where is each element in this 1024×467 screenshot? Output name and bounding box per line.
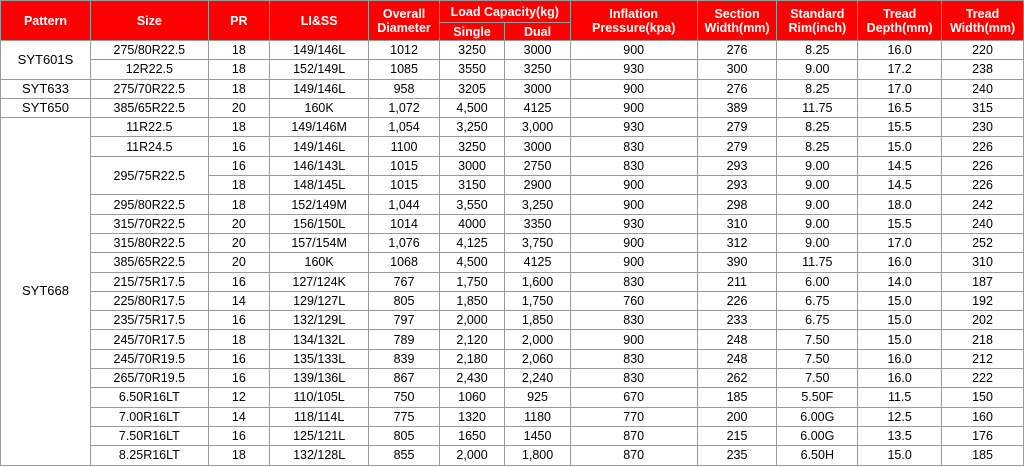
cell-pr: 16: [208, 426, 269, 445]
cell-single: 2,180: [439, 349, 504, 368]
cell-od: 867: [369, 369, 440, 388]
cell-li: 127/124K: [270, 272, 369, 291]
cell-od: 797: [369, 311, 440, 330]
cell-od: 1068: [369, 253, 440, 272]
table-row: [1, 349, 1024, 368]
cell-li: 110/105L: [270, 388, 369, 407]
cell-single: 3150: [439, 176, 504, 195]
cell-pr: 16: [208, 156, 269, 175]
cell-size: 275/70R22.5: [91, 79, 209, 98]
cell-od: 1,054: [369, 118, 440, 137]
header-tread-depth: Tread Depth(mm): [858, 1, 942, 41]
cell-inflation: 830: [570, 156, 697, 175]
table-row: [1, 214, 1024, 233]
header-overall-diameter: Overall Diameter: [369, 1, 440, 41]
cell-width: 187: [942, 272, 1024, 291]
cell-size: 315/70R22.5: [91, 214, 209, 233]
cell-dual: 3350: [505, 214, 570, 233]
cell-dual: 3000: [505, 79, 570, 98]
cell-pr: 20: [208, 253, 269, 272]
cell-dual: 1,600: [505, 272, 570, 291]
cell-inflation: 900: [570, 79, 697, 98]
cell-depth: 15.0: [858, 446, 942, 465]
cell-section: 293: [697, 156, 777, 175]
cell-size: 245/70R19.5: [91, 349, 209, 368]
cell-single: 2,430: [439, 369, 504, 388]
cell-width: 240: [942, 214, 1024, 233]
cell-li: 149/146L: [270, 137, 369, 156]
table-row: [1, 79, 1024, 98]
table-body: [1, 41, 1024, 466]
cell-pr: 18: [208, 446, 269, 465]
header-load-capacity: Load Capacity(kg): [439, 1, 570, 23]
cell-pr: 18: [208, 330, 269, 349]
cell-rim: 7.50: [777, 349, 858, 368]
cell-inflation: 900: [570, 176, 697, 195]
cell-pr: 16: [208, 137, 269, 156]
cell-section: 310: [697, 214, 777, 233]
cell-rim: 7.50: [777, 330, 858, 349]
cell-inflation: 830: [570, 369, 697, 388]
cell-inflation: 670: [570, 388, 697, 407]
cell-rim: 6.75: [777, 311, 858, 330]
cell-size: 275/80R22.5: [91, 41, 209, 60]
cell-size: 12R22.5: [91, 60, 209, 79]
cell-inflation: 930: [570, 118, 697, 137]
table-row: [1, 195, 1024, 214]
cell-size: 245/70R17.5: [91, 330, 209, 349]
cell-depth: 15.0: [858, 330, 942, 349]
cell-size: 215/75R17.5: [91, 272, 209, 291]
cell-single: 1,850: [439, 291, 504, 310]
cell-rim: 9.00: [777, 176, 858, 195]
cell-od: 1015: [369, 176, 440, 195]
cell-dual: 4125: [505, 98, 570, 117]
cell-pattern: SYT650: [1, 98, 91, 117]
cell-li: 135/133L: [270, 349, 369, 368]
cell-single: 3205: [439, 79, 504, 98]
cell-rim: 8.25: [777, 41, 858, 60]
table-row: [1, 446, 1024, 465]
cell-depth: 11.5: [858, 388, 942, 407]
cell-section: 235: [697, 446, 777, 465]
cell-inflation: 770: [570, 407, 697, 426]
header-dual: Dual: [505, 23, 570, 41]
cell-section: 390: [697, 253, 777, 272]
cell-li: 134/132L: [270, 330, 369, 349]
cell-rim: 6.00G: [777, 426, 858, 445]
cell-pr: 18: [208, 41, 269, 60]
cell-rim: 9.00: [777, 60, 858, 79]
cell-width: 218: [942, 330, 1024, 349]
cell-width: 150: [942, 388, 1024, 407]
cell-single: 1060: [439, 388, 504, 407]
cell-single: 3,550: [439, 195, 504, 214]
cell-rim: 9.00: [777, 214, 858, 233]
cell-dual: 3,750: [505, 233, 570, 252]
cell-inflation: 870: [570, 426, 697, 445]
cell-depth: 13.5: [858, 426, 942, 445]
cell-single: 3550: [439, 60, 504, 79]
cell-section: 300: [697, 60, 777, 79]
cell-width: 226: [942, 176, 1024, 195]
cell-inflation: 900: [570, 233, 697, 252]
cell-inflation: 900: [570, 195, 697, 214]
cell-pr: 14: [208, 407, 269, 426]
table-row: [1, 253, 1024, 272]
cell-width: 212: [942, 349, 1024, 368]
table-row: [1, 272, 1024, 291]
cell-single: 2,000: [439, 446, 504, 465]
cell-od: 1014: [369, 214, 440, 233]
cell-od: 1015: [369, 156, 440, 175]
header-size: Size: [91, 1, 209, 41]
cell-pr: 16: [208, 272, 269, 291]
cell-li: 149/146M: [270, 118, 369, 137]
cell-single: 4,125: [439, 233, 504, 252]
cell-od: 767: [369, 272, 440, 291]
cell-depth: 15.0: [858, 137, 942, 156]
cell-inflation: 830: [570, 137, 697, 156]
cell-od: 805: [369, 426, 440, 445]
cell-size: 385/65R22.5: [91, 98, 209, 117]
cell-section: 185: [697, 388, 777, 407]
cell-dual: 2,000: [505, 330, 570, 349]
cell-width: 238: [942, 60, 1024, 79]
cell-li: 129/127L: [270, 291, 369, 310]
cell-pr: 18: [208, 118, 269, 137]
cell-li: 118/114L: [270, 407, 369, 426]
cell-single: 3000: [439, 156, 504, 175]
cell-width: 220: [942, 41, 1024, 60]
cell-dual: 3,000: [505, 118, 570, 137]
cell-inflation: 900: [570, 330, 697, 349]
cell-section: 233: [697, 311, 777, 330]
cell-li: 160K: [270, 98, 369, 117]
cell-inflation: 900: [570, 41, 697, 60]
cell-width: 226: [942, 156, 1024, 175]
cell-width: 240: [942, 79, 1024, 98]
cell-rim: 6.50H: [777, 446, 858, 465]
table-row: [1, 137, 1024, 156]
cell-pattern: SYT633: [1, 79, 91, 98]
cell-depth: 15.5: [858, 214, 942, 233]
table-row: [1, 118, 1024, 137]
table-row: [1, 156, 1024, 175]
cell-width: 160: [942, 407, 1024, 426]
cell-rim: 11.75: [777, 253, 858, 272]
cell-dual: 2,060: [505, 349, 570, 368]
cell-size: 295/75R22.5: [91, 156, 209, 195]
cell-rim: 9.00: [777, 233, 858, 252]
cell-rim: 7.50: [777, 369, 858, 388]
header-tread-width: Tread Width(mm): [942, 1, 1024, 41]
cell-od: 855: [369, 446, 440, 465]
cell-rim: 9.00: [777, 156, 858, 175]
cell-li: 132/128L: [270, 446, 369, 465]
cell-section: 276: [697, 41, 777, 60]
cell-size: 11R22.5: [91, 118, 209, 137]
cell-pattern: SYT601S: [1, 41, 91, 80]
cell-pr: 20: [208, 98, 269, 117]
header-standard-rim: Standard Rim(inch): [777, 1, 858, 41]
cell-od: 958: [369, 79, 440, 98]
cell-pr: 18: [208, 176, 269, 195]
cell-width: 185: [942, 446, 1024, 465]
cell-depth: 18.0: [858, 195, 942, 214]
cell-dual: 2,240: [505, 369, 570, 388]
cell-size: 7.00R16LT: [91, 407, 209, 426]
cell-li: 148/145L: [270, 176, 369, 195]
cell-single: 2,000: [439, 311, 504, 330]
cell-li: 152/149M: [270, 195, 369, 214]
cell-single: 4,500: [439, 253, 504, 272]
cell-od: 775: [369, 407, 440, 426]
cell-section: 248: [697, 349, 777, 368]
cell-depth: 17.0: [858, 233, 942, 252]
cell-width: 202: [942, 311, 1024, 330]
cell-rim: 8.25: [777, 79, 858, 98]
cell-width: 230: [942, 118, 1024, 137]
cell-depth: 15.0: [858, 291, 942, 310]
cell-section: 248: [697, 330, 777, 349]
cell-dual: 1,850: [505, 311, 570, 330]
cell-dual: 3250: [505, 60, 570, 79]
cell-inflation: 900: [570, 253, 697, 272]
cell-dual: 1450: [505, 426, 570, 445]
cell-li: 157/154M: [270, 233, 369, 252]
table-header: [1, 1, 1024, 41]
cell-od: 839: [369, 349, 440, 368]
cell-od: 750: [369, 388, 440, 407]
cell-depth: 14.5: [858, 156, 942, 175]
cell-li: 139/136L: [270, 369, 369, 388]
cell-section: 200: [697, 407, 777, 426]
cell-width: 226: [942, 137, 1024, 156]
table-row: [1, 233, 1024, 252]
cell-section: 279: [697, 118, 777, 137]
cell-section: 226: [697, 291, 777, 310]
cell-size: 7.50R16LT: [91, 426, 209, 445]
cell-od: 1,076: [369, 233, 440, 252]
cell-dual: 3,250: [505, 195, 570, 214]
cell-dual: 1,750: [505, 291, 570, 310]
cell-dual: 4125: [505, 253, 570, 272]
cell-li: 149/146L: [270, 79, 369, 98]
cell-od: 805: [369, 291, 440, 310]
cell-size: 6.50R16LT: [91, 388, 209, 407]
cell-od: 789: [369, 330, 440, 349]
cell-od: 1012: [369, 41, 440, 60]
cell-depth: 16.5: [858, 98, 942, 117]
cell-dual: 2900: [505, 176, 570, 195]
cell-depth: 16.0: [858, 369, 942, 388]
cell-depth: 14.0: [858, 272, 942, 291]
cell-section: 276: [697, 79, 777, 98]
table-row: [1, 98, 1024, 117]
cell-size: 8.25R16LT: [91, 446, 209, 465]
cell-depth: 17.0: [858, 79, 942, 98]
cell-section: 211: [697, 272, 777, 291]
cell-size: 265/70R19.5: [91, 369, 209, 388]
cell-inflation: 930: [570, 214, 697, 233]
table-row: [1, 41, 1024, 60]
cell-li: 125/121L: [270, 426, 369, 445]
cell-pr: 16: [208, 369, 269, 388]
header-pr: PR: [208, 1, 269, 41]
cell-single: 4000: [439, 214, 504, 233]
header-single: Single: [439, 23, 504, 41]
cell-depth: 16.0: [858, 253, 942, 272]
cell-dual: 2750: [505, 156, 570, 175]
cell-li: 152/149L: [270, 60, 369, 79]
cell-li: 156/150L: [270, 214, 369, 233]
cell-section: 298: [697, 195, 777, 214]
table-row: [1, 407, 1024, 426]
cell-rim: 5.50F: [777, 388, 858, 407]
cell-li: 149/146L: [270, 41, 369, 60]
cell-section: 262: [697, 369, 777, 388]
cell-single: 4,500: [439, 98, 504, 117]
header-section-width: Section Width(mm): [697, 1, 777, 41]
header-inflation-pressure: Inflation Pressure(kpa): [570, 1, 697, 41]
cell-width: 176: [942, 426, 1024, 445]
header-pattern: Pattern: [1, 1, 91, 41]
table-row: [1, 388, 1024, 407]
cell-inflation: 830: [570, 349, 697, 368]
cell-od: 1100: [369, 137, 440, 156]
cell-rim: 8.25: [777, 118, 858, 137]
cell-section: 293: [697, 176, 777, 195]
cell-single: 1,750: [439, 272, 504, 291]
table-row: [1, 426, 1024, 445]
cell-width: 222: [942, 369, 1024, 388]
cell-single: 3250: [439, 137, 504, 156]
cell-inflation: 760: [570, 291, 697, 310]
cell-rim: 8.25: [777, 137, 858, 156]
cell-dual: 1180: [505, 407, 570, 426]
cell-inflation: 930: [570, 60, 697, 79]
cell-inflation: 870: [570, 446, 697, 465]
cell-dual: 925: [505, 388, 570, 407]
cell-inflation: 830: [570, 272, 697, 291]
cell-pr: 16: [208, 311, 269, 330]
cell-pr: 20: [208, 214, 269, 233]
cell-width: 310: [942, 253, 1024, 272]
cell-pr: 18: [208, 195, 269, 214]
cell-dual: 1,800: [505, 446, 570, 465]
cell-width: 192: [942, 291, 1024, 310]
cell-pr: 12: [208, 388, 269, 407]
cell-inflation: 900: [570, 98, 697, 117]
cell-depth: 15.0: [858, 311, 942, 330]
cell-size: 225/80R17.5: [91, 291, 209, 310]
cell-size: 295/80R22.5: [91, 195, 209, 214]
cell-dual: 3000: [505, 41, 570, 60]
cell-li: 132/129L: [270, 311, 369, 330]
cell-dual: 3000: [505, 137, 570, 156]
cell-section: 312: [697, 233, 777, 252]
cell-depth: 14.5: [858, 176, 942, 195]
header-liss: LI&SS: [270, 1, 369, 41]
table-row: [1, 311, 1024, 330]
cell-depth: 16.0: [858, 41, 942, 60]
table-row: [1, 291, 1024, 310]
cell-pr: 18: [208, 60, 269, 79]
cell-width: 252: [942, 233, 1024, 252]
cell-rim: 6.75: [777, 291, 858, 310]
cell-section: 389: [697, 98, 777, 117]
cell-inflation: 830: [570, 311, 697, 330]
cell-single: 1320: [439, 407, 504, 426]
cell-od: 1,072: [369, 98, 440, 117]
cell-depth: 15.5: [858, 118, 942, 137]
cell-pr: 16: [208, 349, 269, 368]
cell-depth: 17.2: [858, 60, 942, 79]
table-row: [1, 60, 1024, 79]
cell-size: 315/80R22.5: [91, 233, 209, 252]
cell-pr: 20: [208, 233, 269, 252]
cell-single: 3,250: [439, 118, 504, 137]
table-row: [1, 330, 1024, 349]
cell-li: 146/143L: [270, 156, 369, 175]
cell-depth: 16.0: [858, 349, 942, 368]
cell-section: 279: [697, 137, 777, 156]
cell-li: 160K: [270, 253, 369, 272]
cell-rim: 6.00: [777, 272, 858, 291]
cell-od: 1085: [369, 60, 440, 79]
cell-size: 235/75R17.5: [91, 311, 209, 330]
cell-pattern: SYT668: [1, 118, 91, 465]
cell-size: 11R24.5: [91, 137, 209, 156]
cell-single: 3250: [439, 41, 504, 60]
cell-od: 1,044: [369, 195, 440, 214]
cell-rim: 11.75: [777, 98, 858, 117]
cell-rim: 9.00: [777, 195, 858, 214]
cell-rim: 6.00G: [777, 407, 858, 426]
cell-width: 242: [942, 195, 1024, 214]
cell-size: 385/65R22.5: [91, 253, 209, 272]
cell-single: 2,120: [439, 330, 504, 349]
cell-section: 215: [697, 426, 777, 445]
cell-pr: 18: [208, 79, 269, 98]
cell-pr: 14: [208, 291, 269, 310]
cell-single: 1650: [439, 426, 504, 445]
cell-width: 315: [942, 98, 1024, 117]
table-row: [1, 369, 1024, 388]
cell-depth: 12.5: [858, 407, 942, 426]
